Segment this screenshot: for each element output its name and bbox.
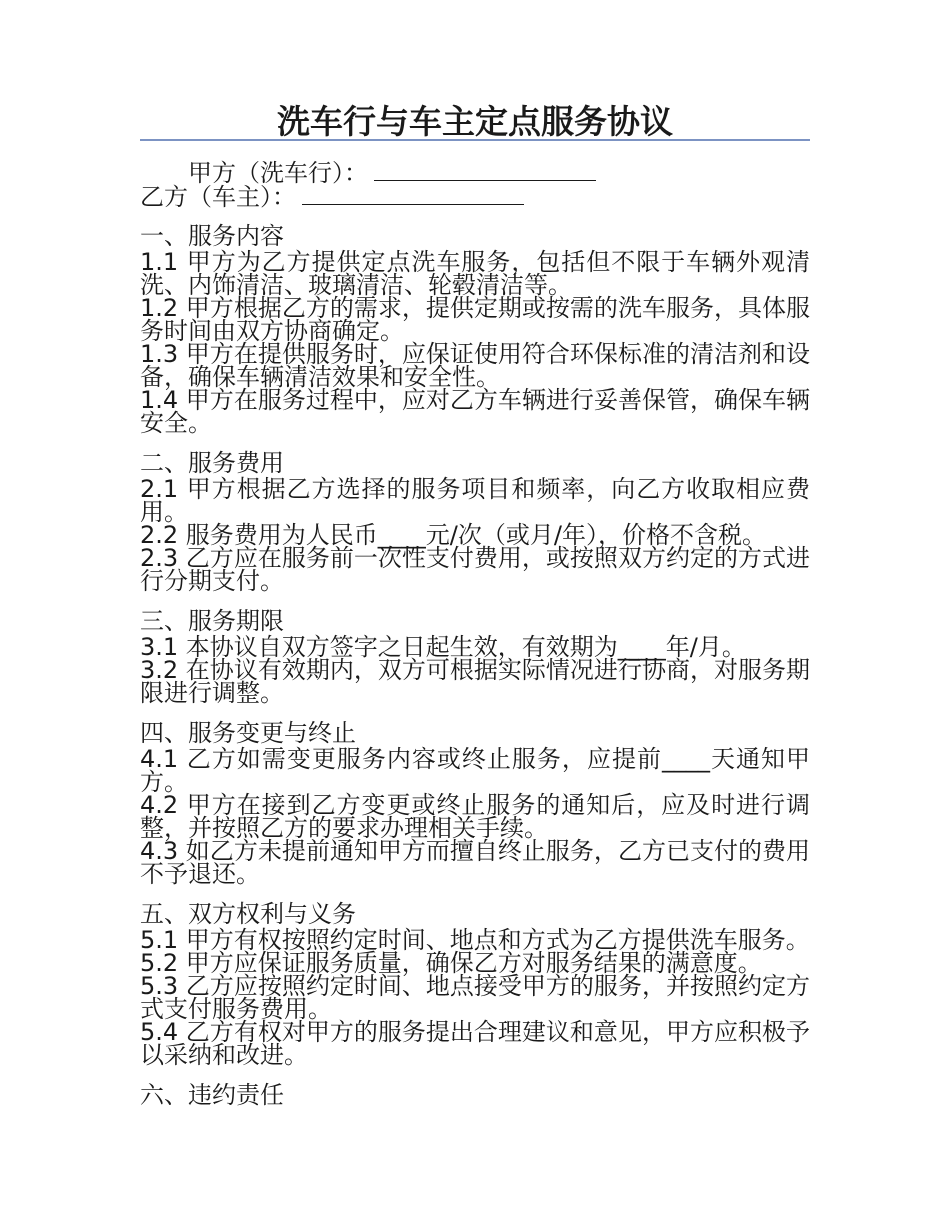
section-heading: 六、违约责任 (140, 1081, 284, 1109)
section (140, 449, 810, 593)
clause: 4.2 甲方在接到乙方变更或终止服务的通知后，应及时进行调整，并按照乙方的要求办理相关手续。 (140, 791, 810, 842)
section (140, 1081, 810, 1110)
clause: 2.2 服务费用为人民币____元/次（或月/年），价格不含税。 (140, 521, 766, 549)
clause: 1.4 甲方在服务过程中，应对乙方车辆进行妥善保管，确保车辆安全。 (140, 386, 810, 437)
agreement-body (140, 222, 810, 1124)
clause: 5.4 乙方有权对甲方的服务提出合理建议和意见，甲方应积极予以采纳和改进。 (140, 1018, 810, 1069)
clause: 4.1 乙方如需变更服务内容或终止服务，应提前____天通知甲方。 (140, 745, 810, 796)
clause: 5.3 乙方应按照约定时间、地点接受甲方的服务，并按照约定方式支付服务费用。 (140, 972, 810, 1023)
section-heading: 二、服务费用 (140, 449, 284, 477)
section (140, 719, 810, 886)
section (140, 607, 810, 705)
document-title: 洗车行与车主定点服务协议 (277, 102, 673, 141)
clause: 1.2 甲方根据乙方的需求，提供定期或按需的洗车服务，具体服务时间由双方协商确定。 (140, 294, 810, 345)
section-heading: 四、服务变更与终止 (140, 719, 356, 747)
clause: 4.3 如乙方未提前通知甲方而擅自终止服务，乙方已支付的费用不予退还。 (140, 837, 810, 888)
clause: 1.3 甲方在提供服务时，应保证使用符合环保标准的清洁剂和设备，确保车辆清洁效果和安全性。 (140, 340, 810, 391)
party-b-line (140, 182, 524, 211)
section-heading: 五、双方权利与义务 (140, 900, 356, 928)
clause: 1.1 甲方为乙方提供定点洗车服务，包括但不限于车辆外观清洗、内饰清洁、玻璃清洁、轮毂清洁等。 (140, 248, 810, 299)
clause: 5.1 甲方有权按照约定时间、地点和方式为乙方提供洗车服务。 (140, 926, 810, 954)
clause: 2.1 甲方根据乙方选择的服务项目和频率，向乙方收取相应费用。 (140, 475, 810, 526)
party-a-blank (374, 158, 596, 181)
section-heading: 一、服务内容 (140, 222, 284, 250)
section (140, 222, 810, 435)
clause: 3.2 在协议有效期内，双方可根据实际情况进行协商，对服务期限进行调整。 (140, 656, 810, 707)
clause: 2.3 乙方应在服务前一次性支付费用，或按照双方约定的方式进行分期支付。 (140, 544, 810, 595)
section-heading: 三、服务期限 (140, 607, 284, 635)
title-underline (140, 139, 810, 141)
clause: 5.2 甲方应保证服务质量，确保乙方对服务结果的满意度。 (140, 949, 762, 977)
party-a-label: 甲方（洗车行）： (188, 159, 368, 187)
clause: 3.1 本协议自双方签字之日起生效，有效期为____年/月。 (140, 633, 746, 661)
section (140, 900, 810, 1067)
party-b-label: 乙方（车主）： (140, 183, 296, 211)
party-b-blank (302, 182, 524, 205)
